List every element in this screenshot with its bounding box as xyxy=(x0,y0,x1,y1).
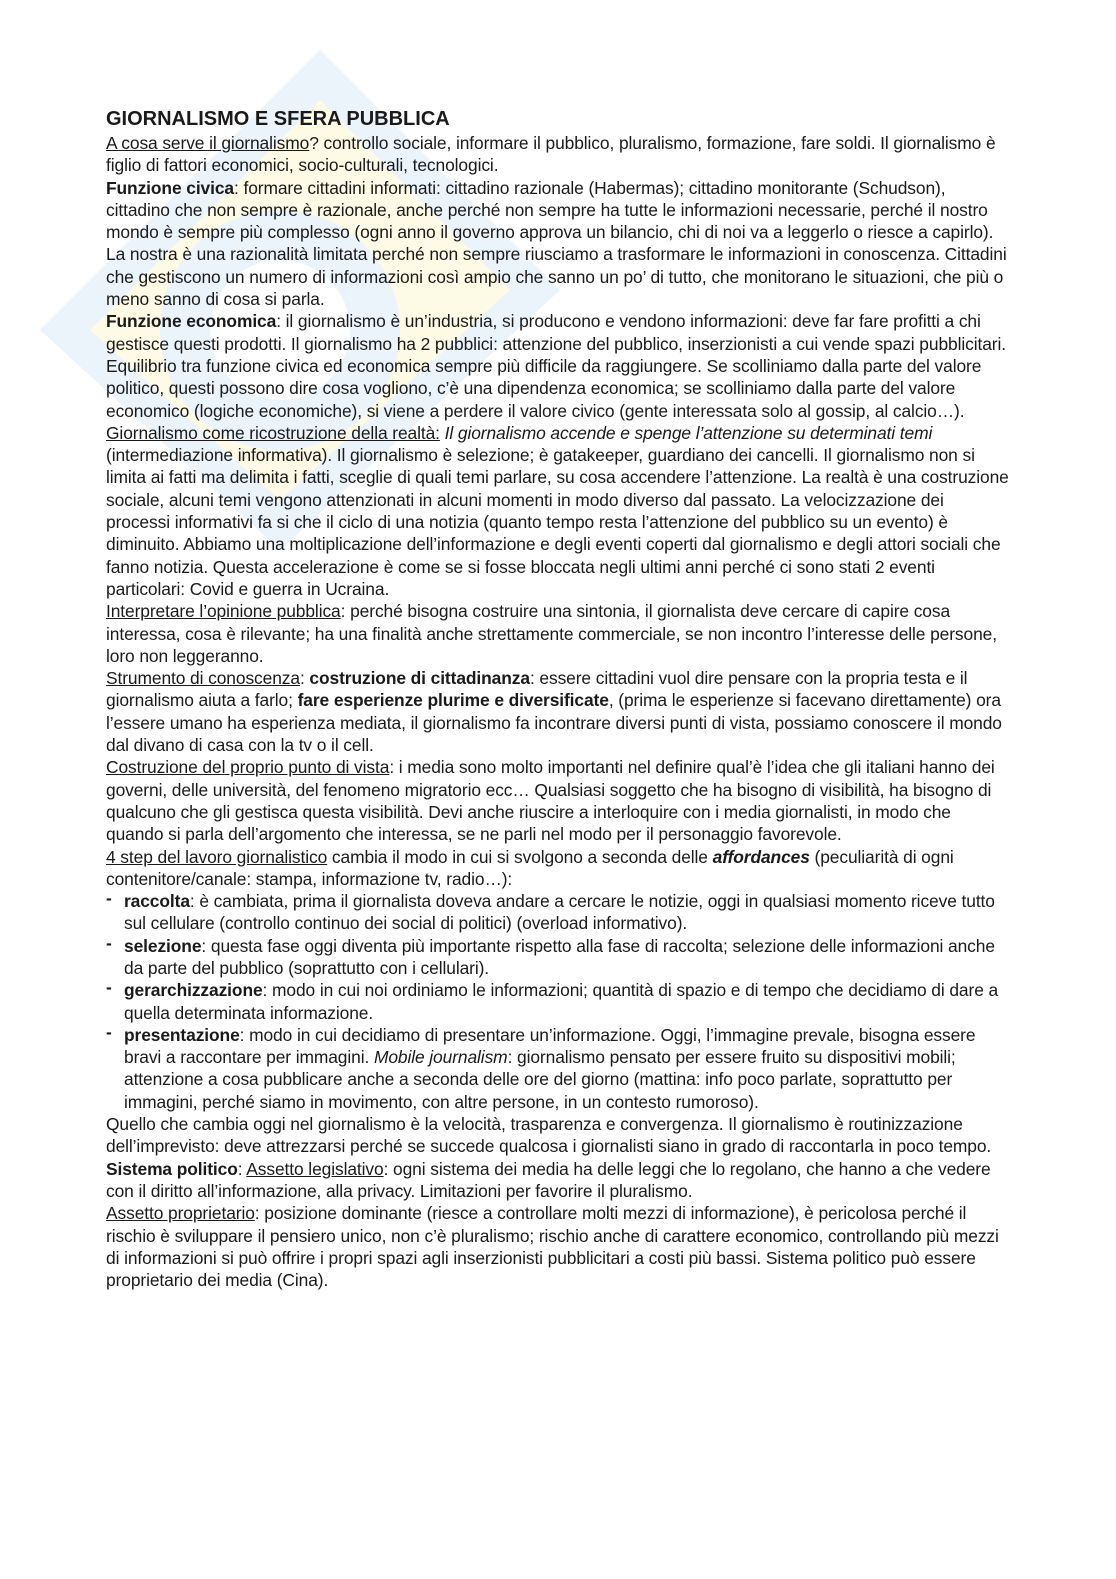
paragraph-change: Quello che cambia oggi nel giornalismo è la velocità, trasparenza e convergenza. Il giornalismo è routinizzazione dell’imprevisto: deve attrezzarsi perché se succede qualcosa i giornalisti siano in grado di raccontarla in poco tempo. xyxy=(106,1114,992,1157)
step-text: : modo in cui noi ordiniamo le informazioni; quantità di spazio e di tempo che decidiamo di dare a quella determinata informazione. xyxy=(124,980,999,1023)
ownership-text: : posizione dominante (riesce a controllare molti mezzi di informazione), è pericolosa perché il rischio è sviluppare il pensiero unico, non c’è pluralismo; rischio anche di carattere economico, controllando più mezzi di informazioni si può offrire i propri spazi agli inserzionisti pubblicitari a costi più bassi. Sistema politico può essere proprietario dei media (Cina). xyxy=(106,1203,999,1291)
knowledge-sep: : xyxy=(299,668,310,689)
point-of-view-label: Costruzione del proprio punto di vista xyxy=(106,757,390,778)
legislative-label: Assetto legislativo xyxy=(246,1158,384,1179)
reconstruction-label: Giornalismo come ricostruzione della realtà: xyxy=(106,422,440,443)
document-page xyxy=(106,108,1011,1291)
paragraph-reconstruction xyxy=(106,422,1011,600)
knowledge-text-1: : essere cittadini vuol dire pensare con la propria testa e il giornalismo aiuta a farlo; xyxy=(106,668,968,711)
paragraph-purpose xyxy=(106,132,1011,177)
paragraph-four-steps xyxy=(106,846,1011,891)
four-steps-label: 4 step del lavoro giornalistico xyxy=(106,846,328,867)
step-term: raccolta xyxy=(124,891,190,912)
step-text: : modo in cui decidiamo di presentare un’informazione. Oggi, l’immagine prevale, bisogna essere bravi a raccontare per immagini. xyxy=(124,1024,976,1068)
step-text: : è cambiata, prima il giornalista doveva andare a cercare le notizie, oggi in qualsiasi momento riceve tutto sul cellulare (controllo continuo dei social di politici) (overload informativo). xyxy=(124,891,995,934)
knowledge-bold-experiences: fare esperienze plurime e diversificate xyxy=(297,690,609,711)
step-term: gerarchizzazione xyxy=(124,980,263,1001)
document-title: GIORNALISMO E SFERA PUBBLICA xyxy=(106,108,450,130)
paragraph-balance: Equilibrio tra funzione civica ed economica sempre più difficile da raggiungere. Se scolliniamo dalla parte del valore politico, questi possono dire cosa vogliono, c’è una dipendenza economica; se scolliniamo dalla parte del valore economico (logiche economiche), si viene a perdere il valore civico (gente interessata solo al gossip, al calcio…). xyxy=(106,355,982,421)
ownership-label: Assetto proprietario xyxy=(106,1203,255,1224)
knowledge-text-2: , (prima le esperienze si facevano direttamente) ora l’essere umano ha esperienza mediata, il giornalismo fa incontrare diversi punti di vista, possiamo conoscere il mondo dal divano di casa con la tv o il cell. xyxy=(106,690,1002,756)
economic-function-label: Funzione economica xyxy=(106,311,277,332)
paragraph-point-of-view xyxy=(106,756,1011,845)
steps-list xyxy=(106,890,1011,1113)
list-item-selezione xyxy=(106,935,1011,980)
step-italic: Mobile journalism xyxy=(373,1047,508,1068)
step-term: selezione xyxy=(124,935,202,956)
civic-function-label: Funzione civica xyxy=(106,177,234,198)
point-of-view-text: : i media sono molto importanti nel definire qual’è l’idea che gli italiani hanno dei governi, delle università, del fenomeno migratorio ecc… Qualsiasi soggetto che ha bisogno di visibilità, ha bisogno di qualcuno che gli gestisca questa visibilità. Devi anche riuscire a interloquire con i media giornalisti, in modo che quando si parla dell’argomento che interessa, se ne parli nel modo per il personaggio favorevole. xyxy=(106,757,995,845)
paragraph-knowledge xyxy=(106,667,1011,756)
economic-function-text: : il giornalismo è un’industria, si producono e vendono informazioni: deve far fare profitti a chi gestisce questi prodotti. Il giornalismo ha 2 pubblici: attenzione del pubblico, inserzionisti a cui vende spazi pubblicitari. xyxy=(106,311,1006,354)
public-opinion-label: Interpretare l’opinione pubblica xyxy=(106,601,341,622)
political-system-sep: : xyxy=(237,1158,247,1179)
list-item-raccolta xyxy=(106,890,1011,935)
four-steps-affordances: affordances xyxy=(712,846,810,867)
step-text-2: : giornalismo pensato per essere fruito su dispositivi mobili; attenzione a cosa pubblicare anche a seconda delle ore del giorno (mattina: info poco parlate, soprattutto per immagini, perché siamo in movimento, con altre persone, in un contesto rumoroso). xyxy=(124,1047,956,1112)
reconstruction-text: (intermediazione informativa). Il giornalismo è selezione; è gatakeeper, guardiano dei cancelli. Il giornalismo non si limita ai fatti ma delimita i fatti, sceglie di quali temi parlare, su cosa accendere l’attenzione. La realtà è una costruzione sociale, alcuni temi vengono attenzionati in alcuni momenti in modo diverso dal passato. La velocizzazione dei processi informativi fa si che il ciclo di una notizia (quanto tempo resta l’attenzione del pubblico su un evento) è diminuito. Abbiamo una moltiplicazione dell’informazione e degli eventi coperti dal giornalismo e degli attori sociali che fanno notizia. Questa accelerazione è come se si fosse bloccata negli ultimi anni perché ci sono stati 2 eventi particolari: Covid e guerra in Ucraina. xyxy=(106,445,1009,599)
list-item-presentazione xyxy=(106,1024,1011,1113)
paragraph-civic-function xyxy=(106,177,1011,311)
reconstruction-italic: Il giornalismo accende e spenge l’attenzione su determinati temi xyxy=(444,422,933,443)
four-steps-text-2: (peculiarità di ogni contenitore/canale: stampa, informazione tv, radio…): xyxy=(106,846,954,889)
knowledge-bold-citizenship: costruzione di cittadinanza xyxy=(309,668,530,689)
paragraph-economic-function xyxy=(106,310,1011,355)
purpose-text: ? controllo sociale, informare il pubblico, pluralismo, formazione, fare soldi. Il giornalismo è figlio di fattori economici, socio-culturali, tecnologici. xyxy=(106,133,996,176)
paragraph-public-opinion xyxy=(106,600,1011,667)
public-opinion-text: : perché bisogna costruire una sintonia, il giornalista deve cercare di capire cosa interessa, cosa è rilevante; ha una finalità anche strettamente commerciale, se non incontro l’interesse delle persone, loro non leggeranno. xyxy=(106,601,997,666)
paragraph-ownership xyxy=(106,1202,1011,1291)
step-text: : questa fase oggi diventa più importante rispetto alla fase di raccolta; selezione delle informazioni anche da parte del pubblico (soprattutto con i cellulari). xyxy=(124,935,995,978)
knowledge-label: Strumento di conoscenza xyxy=(106,668,300,689)
legislative-text: : ogni sistema dei media ha delle leggi che lo regolano, che hanno a che vedere con il diritto all’informazione, alla privacy. Limitazioni per favorire il pluralismo. xyxy=(106,1158,991,1201)
link-purpose[interactable]: A cosa serve il giornalismo xyxy=(106,133,310,153)
paragraph-political-system xyxy=(106,1158,1011,1203)
step-term: presentazione xyxy=(124,1024,240,1045)
list-item-gerarchizzazione xyxy=(106,979,1011,1024)
civic-function-text: : formare cittadini informati: cittadino razionale (Habermas); cittadino monitorante (Schudson), cittadino che non sempre è razionale, anche perché non sempre ha tutte le informazioni necessarie, perché il nostro mondo è sempre più complesso (ogni anno il governo approva un bilancio, chi di noi va a leggerlo o riesce a capirlo). La nostra è una razionalità limitata perché non sempre riusciamo a trasformare le informazioni in conoscenza. Cittadini che gestiscono un numero di informazioni così ampio che sanno un po’ di tutto, che monitorano le situazioni, che più o meno sanno di cosa si parla. xyxy=(106,177,1007,310)
four-steps-text-1: cambia il modo in cui si svolgono a seconda delle xyxy=(327,846,713,867)
political-system-label: Sistema politico xyxy=(106,1158,238,1179)
